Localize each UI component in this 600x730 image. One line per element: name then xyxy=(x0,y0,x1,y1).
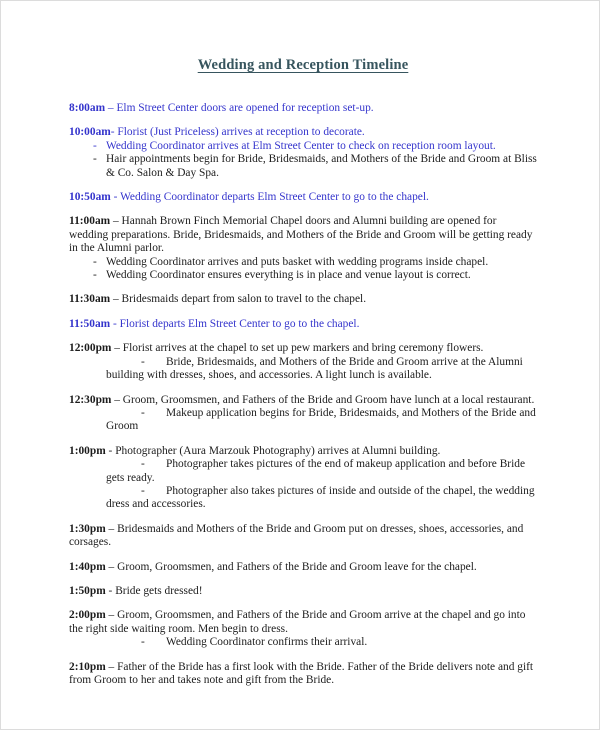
timeline-entry-line xyxy=(69,191,537,204)
bullet-text: Photographer also takes pictures of inside and outside of the chapel, the wedding dress and accessories. xyxy=(106,484,535,511)
page-title xyxy=(69,57,537,74)
timeline-entry-line xyxy=(69,102,537,115)
timeline-entry-line xyxy=(69,561,537,574)
bullet-dash-marker: - xyxy=(141,406,145,419)
timeline-entry-description: Florist departs Elm Street Center to go to the chapel. xyxy=(119,317,360,330)
timeline-entry-time: 12:30pm xyxy=(69,393,112,406)
timeline-entry-bullets xyxy=(69,256,537,283)
timeline-entry-separator: – xyxy=(111,393,123,406)
timeline-entry-time: 1:40pm xyxy=(69,560,106,573)
timeline-bullet-item xyxy=(69,269,537,282)
timeline-bullet-item xyxy=(69,407,537,434)
timeline-bullet-item xyxy=(69,153,537,180)
timeline-bullet-item xyxy=(69,356,537,383)
timeline-entry-line xyxy=(69,293,537,306)
timeline-entries-list xyxy=(69,102,537,687)
timeline-entry-line xyxy=(69,126,537,139)
timeline-entry-separator: – xyxy=(105,560,118,573)
timeline-entry-separator: – xyxy=(105,609,118,622)
timeline-entry-time: 10:50am xyxy=(69,191,111,204)
timeline-entry-separator: - xyxy=(110,317,120,330)
timeline-entry-time: 1:50pm xyxy=(69,584,106,597)
timeline-bullet-item xyxy=(69,140,537,153)
timeline-entry-description: Hannah Brown Finch Memorial Chapel doors and Alumni building are opened for wedding preparations. Bride, Bridesmaids, and Mothers of the Bride and Groom will be getting ready in the Alumni parlor. xyxy=(69,215,533,255)
timeline-entry-time: 1:30pm xyxy=(69,522,106,535)
timeline-entry-description: Bridesmaids depart from salon to travel to the chapel. xyxy=(121,293,367,306)
timeline-entry xyxy=(69,126,537,180)
timeline-entry-description: Florist arrives at the chapel to set up pew markers and bring ceremony flowers. xyxy=(122,342,484,355)
timeline-entry-line xyxy=(69,342,537,355)
timeline-entry-description: Bride gets dressed! xyxy=(115,584,203,597)
timeline-entry xyxy=(69,342,537,382)
bullet-text: Hair appointments begin for Bride, Bridesmaids, and Mothers of the Bride and Groom at Bliss & Co. Salon & Day Spa. xyxy=(106,153,537,179)
timeline-entry-time: 11:30am xyxy=(69,293,111,306)
bullet-text: Wedding Coordinator arrives at Elm Street Center to check on reception room layout. xyxy=(106,139,496,152)
timeline-entry xyxy=(69,445,537,512)
bullet-text: Wedding Coordinator confirms their arrival. xyxy=(166,636,368,649)
timeline-entry-separator: – xyxy=(111,342,123,355)
bullet-dash-marker: - xyxy=(93,139,97,152)
timeline-entry-separator: – xyxy=(110,293,122,306)
page-title-text: Wedding and Reception Timeline xyxy=(197,57,409,73)
bullet-dash-marker: - xyxy=(141,484,145,497)
timeline-entry-separator: – xyxy=(110,215,122,228)
timeline-entry-time: 2:00pm xyxy=(69,609,106,622)
timeline-entry xyxy=(69,293,537,306)
timeline-entry xyxy=(69,609,537,649)
timeline-bullet-item xyxy=(69,485,537,512)
timeline-entry-separator: – xyxy=(105,660,118,673)
bullet-text: Photographer takes pictures of the end of makeup application and before Bride gets ready. xyxy=(106,458,525,484)
bullet-dash-marker: - xyxy=(93,153,97,166)
timeline-entry-separator: - xyxy=(110,126,118,139)
timeline-entry xyxy=(69,523,537,550)
timeline-entry xyxy=(69,318,537,331)
timeline-entry xyxy=(69,561,537,574)
timeline-entry-time: 1:00pm xyxy=(69,444,106,457)
timeline-entry xyxy=(69,215,537,282)
timeline-entry-time: 12:00pm xyxy=(69,342,112,355)
bullet-text: Wedding Coordinator arrives and puts basket with wedding programs inside chapel. xyxy=(106,255,489,268)
timeline-entry-line xyxy=(69,523,537,550)
timeline-entry-time: 11:50am xyxy=(69,317,111,330)
timeline-entry-time: 2:10pm xyxy=(69,660,106,673)
timeline-entry-separator: - xyxy=(105,444,116,457)
timeline-entry xyxy=(69,661,537,688)
timeline-entry-description: Groom, Groomsmen, and Fathers of the Bride and Groom leave for the chapel. xyxy=(117,560,477,573)
timeline-entry-line xyxy=(69,609,537,636)
bullet-dash-marker: - xyxy=(141,458,145,471)
bullet-dash-marker: - xyxy=(93,269,97,282)
timeline-entry-description: Groom, Groomsmen, and Fathers of the Bride and Groom have lunch at a local restaurant. xyxy=(122,393,535,406)
timeline-entry-line xyxy=(69,394,537,407)
bullet-text: Bride, Bridesmaids, and Mothers of the Bride and Groom arrive at the Alumni building with dresses, shoes, and accessories. A light lunch is available. xyxy=(106,355,523,382)
timeline-entry-description: Elm Street Center doors are opened for reception set-up. xyxy=(116,102,374,114)
timeline-entry xyxy=(69,585,537,598)
timeline-entry-description: Groom, Groomsmen, and Fathers of the Bride and Groom arrive at the chapel and go into the right side waiting room. Men begin to dress. xyxy=(69,609,526,635)
timeline-entry-time: 8:00am xyxy=(69,102,106,114)
timeline-entry xyxy=(69,394,537,434)
bullet-dash-marker: - xyxy=(141,636,145,649)
timeline-entry-separator: - xyxy=(110,191,121,204)
timeline-entry-bullets xyxy=(69,636,537,649)
timeline-entry xyxy=(69,102,537,115)
timeline-entry-time: 10:00am xyxy=(69,126,111,139)
timeline-entry-time: 11:00am xyxy=(69,215,111,228)
timeline-bullet-item xyxy=(69,256,537,269)
timeline-entry-description: Photographer (Aura Marzouk Photography) arrives at Alumni building. xyxy=(115,444,441,457)
bullet-dash-marker: - xyxy=(93,255,97,268)
bullet-dash-marker: - xyxy=(141,355,145,368)
timeline-entry-bullets xyxy=(69,140,537,180)
timeline-bullet-item xyxy=(69,458,537,485)
timeline-entry xyxy=(69,191,537,204)
timeline-entry-separator: - xyxy=(105,584,116,597)
bullet-text: Wedding Coordinator ensures everything is in place and venue layout is correct. xyxy=(106,269,471,282)
timeline-entry-description: Wedding Coordinator departs Elm Street Center to go to the chapel. xyxy=(120,191,429,204)
timeline-entry-line xyxy=(69,661,537,688)
timeline-entry-line xyxy=(69,445,537,458)
bullet-text: Makeup application begins for Bride, Bridesmaids, and Mothers of the Bride and Groom xyxy=(106,406,536,433)
timeline-entry-bullets xyxy=(69,407,537,434)
timeline-entry-description: Florist (Just Priceless) arrives at reception to decorate. xyxy=(117,126,365,139)
timeline-entry-bullets xyxy=(69,356,537,383)
timeline-entry-bullets xyxy=(69,458,537,512)
timeline-entry-line xyxy=(69,318,537,331)
timeline-entry-line xyxy=(69,215,537,255)
timeline-entry-separator: – xyxy=(105,102,117,114)
timeline-entry-separator: – xyxy=(105,522,118,535)
timeline-entry-line xyxy=(69,585,537,598)
timeline-bullet-item xyxy=(69,636,537,649)
timeline-entry-description: Father of the Bride has a first look with the Bride. Father of the Bride delivers note and gift from Groom to her and takes note and gift from the Bride. xyxy=(69,660,534,686)
timeline-entry-description: Bridesmaids and Mothers of the Bride and Groom put on dresses, shoes, accessories, and corsages. xyxy=(69,522,524,549)
